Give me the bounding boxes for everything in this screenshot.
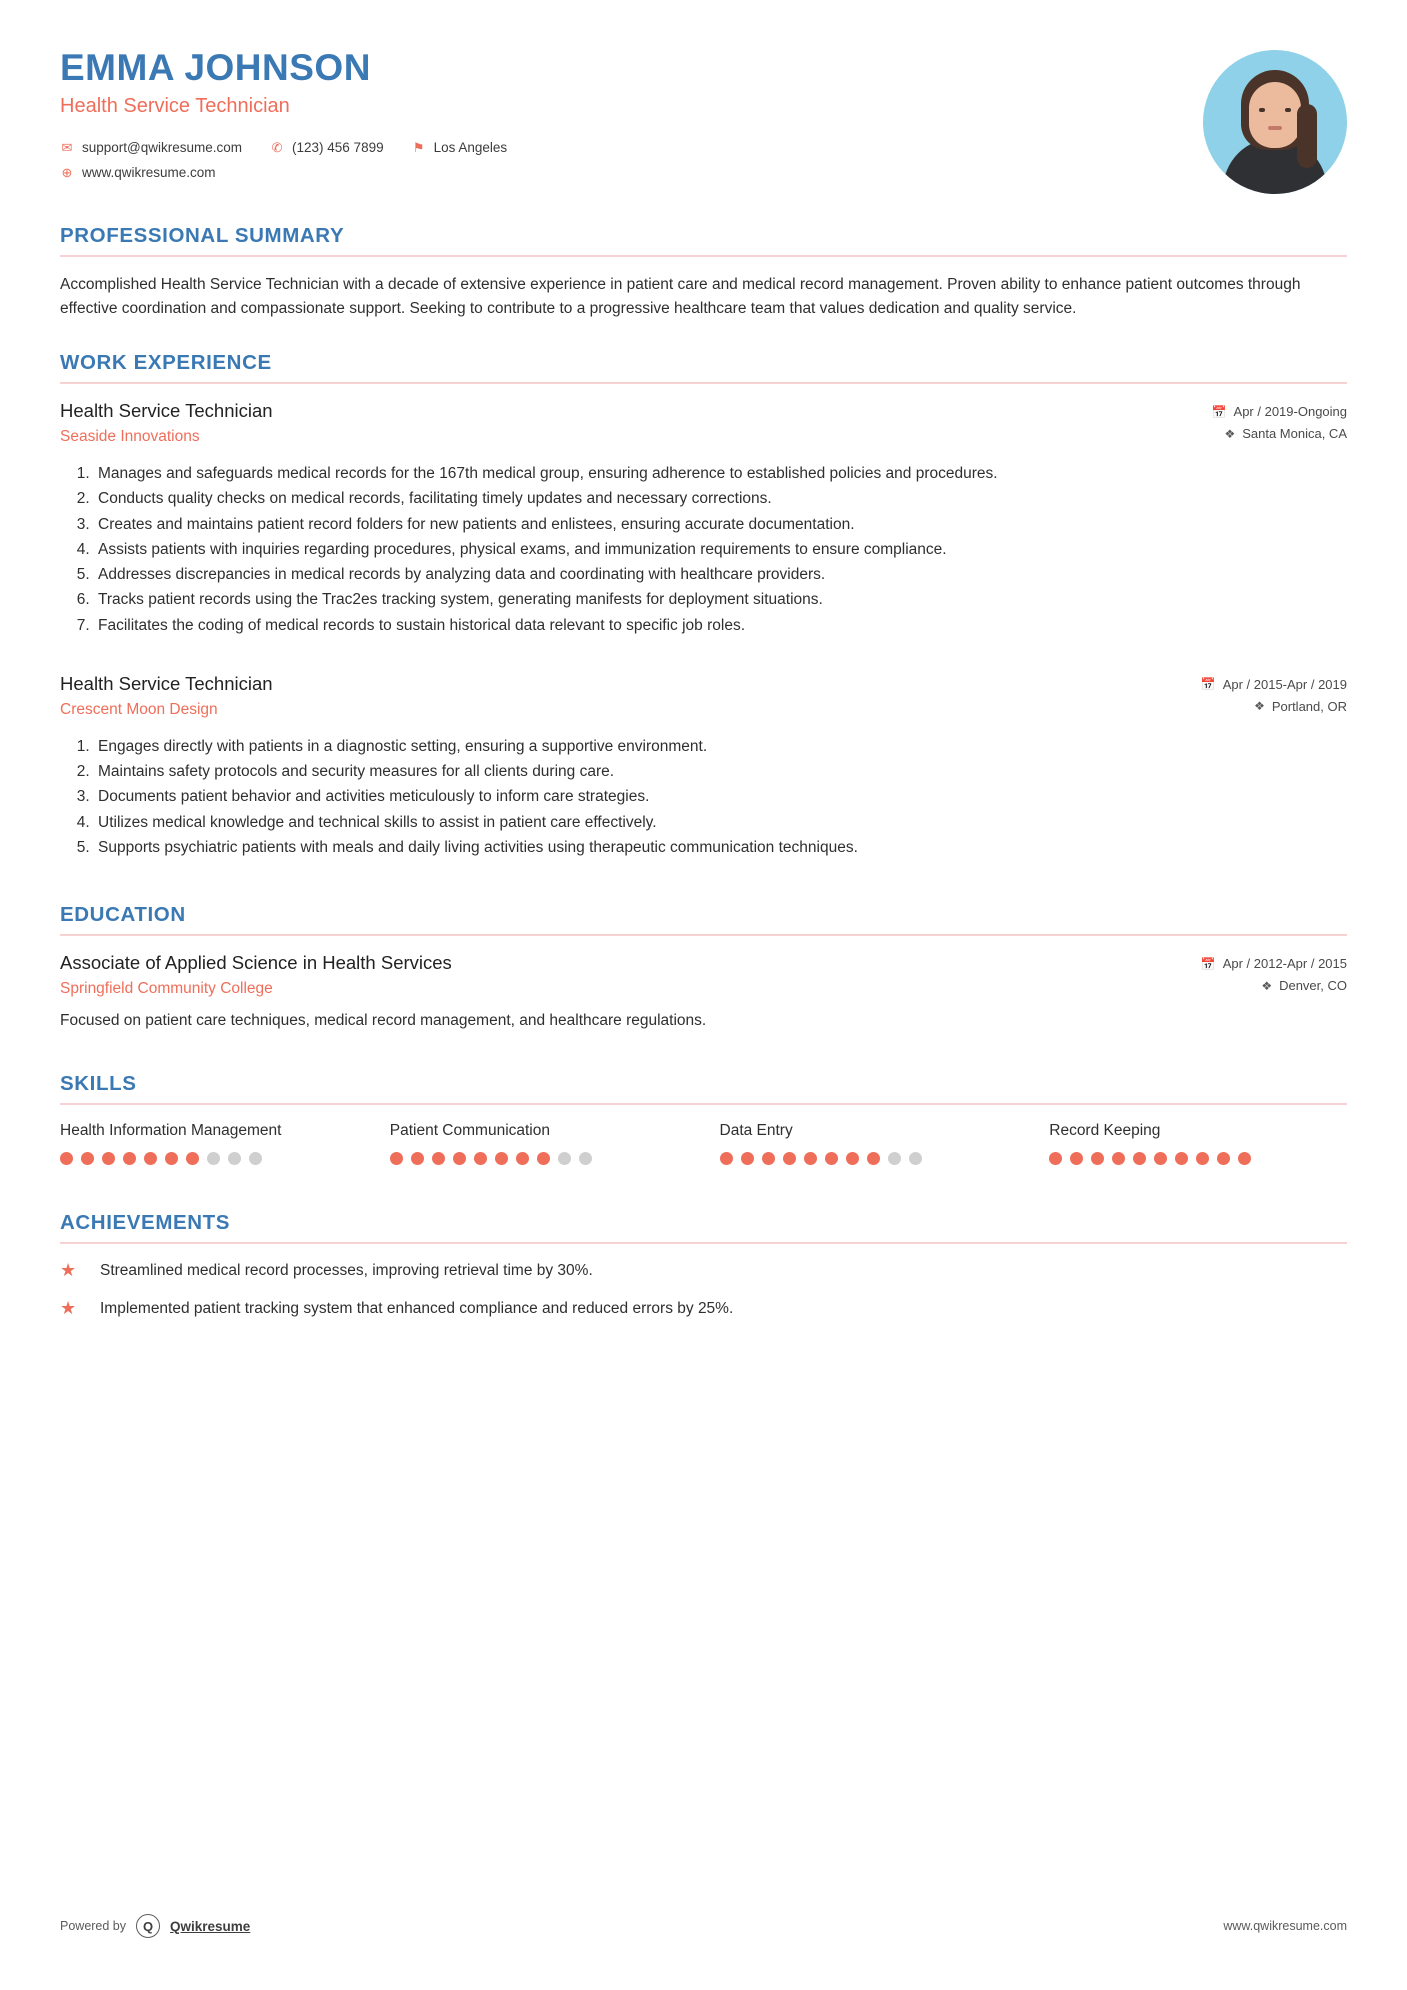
skill-dot-filled (390, 1152, 403, 1165)
skill-name: Health Information Management (60, 1122, 282, 1140)
contact-row-secondary (60, 165, 1203, 181)
job-location-text: Santa Monica, CA (1242, 426, 1347, 442)
experience-item-titles (60, 400, 273, 446)
section-title-skills: SKILLS (60, 1072, 137, 1096)
experience-item-meta (1212, 400, 1347, 448)
footer-website[interactable]: www.qwikresume.com (1223, 1919, 1347, 1933)
skill-dot-filled (1238, 1152, 1251, 1165)
skill-dot-filled (411, 1152, 424, 1165)
skill-dot-filled (825, 1152, 838, 1165)
list-item: 4. Assists patients with inquiries regarding procedures, physical exams, and immunization requirements to ensure compliance. (94, 538, 1347, 561)
skill-name: Data Entry (719, 1122, 793, 1140)
contact-phone[interactable] (270, 140, 384, 156)
job-role-subtitle: Health Service Technician (60, 94, 290, 117)
skill-dot-empty (888, 1152, 901, 1165)
page-footer (60, 1914, 1347, 1938)
section-title-summary: PROFESSIONAL SUMMARY (60, 224, 345, 247)
experience-item-titles (60, 673, 273, 719)
skill-dot-filled (474, 1152, 487, 1165)
powered-by-label: Powered by (60, 1919, 127, 1933)
skill-dot-filled (867, 1152, 880, 1165)
contact-email[interactable] (60, 140, 242, 156)
skill-name: Record Keeping (1049, 1122, 1161, 1140)
skill-dot-filled (741, 1152, 754, 1165)
calendar-icon: 📅 (1200, 956, 1216, 971)
job-location-text: Portland, OR (1271, 698, 1347, 714)
achievement-text: Streamlined medical record processes, improving retrieval time by 30%. (100, 1261, 593, 1279)
school-name: Springfield Community College (60, 980, 273, 998)
skill-dot-filled (762, 1152, 775, 1165)
section-professional-summary (60, 224, 1347, 321)
avatar-eye-left (1259, 108, 1265, 112)
education-item (60, 952, 1347, 1030)
job-bullet-list (60, 735, 1347, 859)
list-item: 5. Supports psychiatric patients with meals and daily living activities using therapeutic communication techniques. (94, 836, 1347, 859)
skill-item (60, 1121, 358, 1165)
section-divider (60, 1242, 1347, 1244)
job-location (1212, 426, 1347, 441)
education-description: Focused on patient care techniques, medical record management, and healthcare regulations. (60, 1012, 707, 1030)
skill-dot-empty (558, 1152, 571, 1165)
list-item: 1. Engages directly with patients in a diagnostic setting, ensuring a supportive environment. (94, 735, 1347, 758)
education-item-header (60, 952, 1347, 1000)
skill-dot-empty (228, 1152, 241, 1165)
skill-dot-filled (123, 1152, 136, 1165)
skill-dot-filled (144, 1152, 157, 1165)
skill-dot-filled (81, 1152, 94, 1165)
list-item: 7. Facilitates the coding of medical records to sustain historical data relevant to specific job roles. (94, 614, 1347, 637)
map-pin-icon: ⚑ (412, 139, 425, 155)
skill-dot-filled (720, 1152, 733, 1165)
education-dates (1201, 956, 1347, 971)
job-dates-text: Apr / 2019-Ongoing (1233, 404, 1347, 420)
skill-dot-filled (453, 1152, 466, 1165)
section-title-education: EDUCATION (60, 903, 186, 927)
skill-dot-filled (1175, 1152, 1188, 1165)
list-item: 2. Conducts quality checks on medical records, facilitating timely updates and necessary corrections. (94, 487, 1347, 510)
star-badge-icon: ★ (60, 1297, 77, 1318)
education-item-titles (60, 952, 452, 998)
avatar-hair-side (1297, 104, 1317, 168)
section-achievements (60, 1211, 1347, 1319)
list-item: 1. Manages and safeguards medical records for the 167th medical group, ensuring adherence to established policies and procedures. (94, 462, 1347, 485)
skill-dot-empty (207, 1152, 220, 1165)
skill-dot-empty (579, 1152, 592, 1165)
list-item: 3. Creates and maintains patient record folders for new patients and enlistees, ensuring accurate documentation. (94, 513, 1347, 536)
job-dates (1212, 404, 1347, 419)
skill-dot-empty (909, 1152, 922, 1165)
calendar-icon: 📅 (1211, 404, 1227, 419)
skill-dot-filled (1070, 1152, 1083, 1165)
skill-item (1049, 1121, 1347, 1165)
phone-icon: ✆ (271, 139, 283, 155)
skill-dot-filled (1112, 1152, 1125, 1165)
skill-dot-filled (1196, 1152, 1209, 1165)
avatar-eye-right (1285, 108, 1291, 112)
qwikresume-logo-icon: Q (136, 1914, 160, 1938)
achievement-item (60, 1260, 1347, 1282)
avatar (1203, 50, 1347, 194)
achievement-text: Implemented patient tracking system that enhanced compliance and reduced errors by 25%. (100, 1299, 734, 1317)
skill-dot-filled (1154, 1152, 1167, 1165)
education-location-text: Denver, CO (1279, 978, 1347, 994)
experience-item (60, 400, 1347, 637)
contact-row-primary (60, 140, 1203, 156)
contact-location (412, 140, 508, 156)
skill-rating (1049, 1152, 1347, 1165)
skill-name: Patient Communication (389, 1122, 550, 1140)
skill-dot-filled (783, 1152, 796, 1165)
job-dates (1201, 677, 1347, 692)
experience-item-header (60, 400, 1347, 448)
skill-rating (390, 1152, 688, 1165)
skill-dot-filled (495, 1152, 508, 1165)
list-item: 4. Utilizes medical knowledge and technical skills to assist in patient care effectively. (94, 811, 1347, 834)
job-company: Crescent Moon Design (60, 700, 218, 718)
experience-item-meta (1201, 673, 1347, 721)
list-item: 6. Tracks patient records using the Trac2es tracking system, generating manifests for deployment situations. (94, 588, 1347, 611)
skills-grid (60, 1121, 1347, 1165)
section-title-achievements: ACHIEVEMENTS (60, 1210, 231, 1234)
education-location (1201, 978, 1347, 993)
section-title-experience: WORK EXPERIENCE (60, 351, 272, 375)
calendar-icon: 📅 (1200, 677, 1216, 692)
page-title: EMMA JOHNSON (60, 47, 371, 88)
skill-dot-filled (186, 1152, 199, 1165)
job-title: Health Service Technician (60, 672, 273, 694)
skill-dot-filled (1217, 1152, 1230, 1165)
brand-name-link[interactable]: Qwikresume (170, 1918, 251, 1934)
skill-dot-filled (804, 1152, 817, 1165)
footer-brand (60, 1914, 250, 1938)
envelope-icon: ✉ (61, 139, 73, 155)
skill-rating (720, 1152, 1018, 1165)
section-skills (60, 1072, 1347, 1165)
skill-dot-filled (1091, 1152, 1104, 1165)
skill-dot-filled (165, 1152, 178, 1165)
section-education (60, 903, 1347, 1030)
skill-item (390, 1121, 688, 1165)
skill-dot-filled (516, 1152, 529, 1165)
degree-title: Associate of Applied Science in Health Services (60, 952, 452, 974)
job-bullet-list (60, 462, 1347, 637)
skill-item (720, 1121, 1018, 1165)
skill-dot-filled (846, 1152, 859, 1165)
globe-icon: ⊕ (61, 164, 73, 180)
skill-dot-filled (1049, 1152, 1062, 1165)
section-divider (60, 1103, 1347, 1105)
job-title: Health Service Technician (60, 400, 273, 422)
star-badge-icon: ★ (60, 1259, 77, 1280)
achievement-item (60, 1298, 1347, 1320)
job-dates-text: Apr / 2015-Apr / 2019 (1222, 676, 1347, 692)
section-work-experience (60, 351, 1347, 859)
skill-dot-filled (60, 1152, 73, 1165)
map-pin-icon: ❖ (1224, 426, 1236, 441)
contact-location-text: Los Angeles (433, 140, 508, 156)
job-location (1201, 699, 1347, 714)
resume-header (60, 0, 1347, 194)
section-divider (60, 382, 1347, 384)
map-pin-icon: ❖ (1254, 699, 1265, 714)
contact-phone-text: (123) 456 7899 (292, 140, 384, 156)
avatar-mouth (1268, 126, 1282, 130)
section-divider (60, 255, 1347, 257)
list-item: 3. Documents patient behavior and activities meticulously to inform care strategies. (94, 785, 1347, 808)
skill-dot-filled (1133, 1152, 1146, 1165)
skill-dot-filled (432, 1152, 445, 1165)
section-divider (60, 934, 1347, 936)
job-company: Seaside Innovations (60, 428, 200, 446)
skill-rating (60, 1152, 358, 1165)
education-item-meta (1201, 952, 1347, 1000)
summary-text: Accomplished Health Service Technician with a decade of extensive experience in patient care and medical record management. Proven ability to enhance patient outcomes through effective coordination and compassionate support. Seeking to contribute to a progressive healthcare team that values dedication and quality service. (60, 276, 1301, 318)
experience-item-header (60, 673, 1347, 721)
contact-website[interactable] (60, 165, 216, 181)
contact-email-text: support@qwikresume.com (82, 140, 243, 156)
experience-item (60, 673, 1347, 859)
contact-website-text: www.qwikresume.com (82, 165, 216, 181)
list-item: 5. Addresses discrepancies in medical records by analyzing data and coordinating with healthcare providers. (94, 563, 1347, 586)
map-pin-icon: ❖ (1261, 978, 1273, 993)
spacer (60, 647, 1347, 673)
skill-dot-filled (537, 1152, 550, 1165)
avatar-face (1249, 82, 1301, 148)
skill-dot-filled (102, 1152, 115, 1165)
header-text-block (60, 48, 1203, 190)
education-dates-text: Apr / 2012-Apr / 2015 (1222, 956, 1347, 972)
list-item: 2. Maintains safety protocols and security measures for all clients during care. (94, 760, 1347, 783)
skill-dot-empty (249, 1152, 262, 1165)
